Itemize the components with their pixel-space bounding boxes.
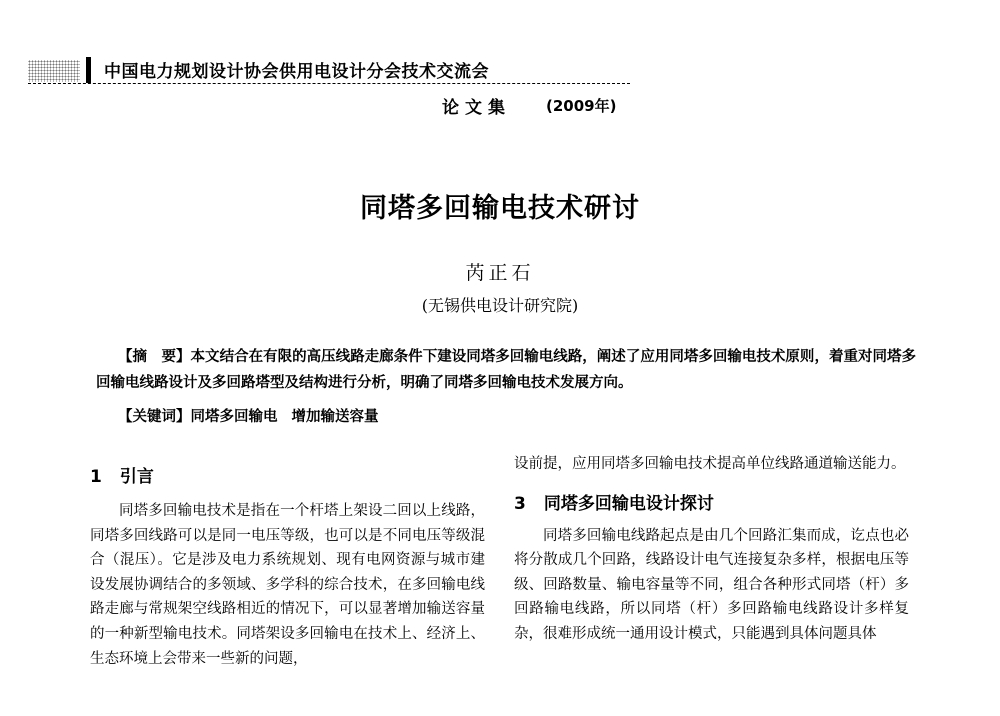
keyword-item: 增加输送容量: [291, 408, 379, 425]
paper-author: 芮正石: [465, 262, 535, 284]
section-number: 1: [90, 467, 102, 487]
header-dot-pattern: [28, 60, 80, 82]
keyword-item: 同塔多回输电: [190, 408, 278, 425]
section-title: 引言: [119, 467, 154, 487]
header-bar: [86, 57, 91, 83]
abstract: [96, 344, 916, 395]
section-number: 3: [514, 493, 526, 514]
paper-affiliation: (无锡供电设计研究院): [421, 296, 579, 315]
header-organization: 中国电力规划设计协会供用电设计分会技术交流会: [104, 62, 489, 82]
section-heading: [90, 462, 485, 487]
section-title: 同塔多回输电设计探讨: [543, 493, 714, 514]
keywords: [118, 404, 379, 430]
paper-title: 同塔多回输电技术研讨: [360, 193, 640, 224]
section-heading: [514, 489, 909, 514]
abstract-text: 本文结合在有限的高压线路走廊条件下建设同塔多回输电线路，阐述了应用同塔多回输电技术原则，着重对同塔多回输电线路设计及多回路塔型及结构进行分析，明确了同塔多回输电技术发展方向。: [96, 348, 916, 391]
header-collection: 论文集: [442, 98, 511, 118]
header-year: (2009年): [546, 97, 617, 115]
continued-paragraph: 设前提，应用同塔多回输电技术提高单位线路通道输送能力。: [514, 456, 906, 472]
abstract-label: 【摘 要】: [118, 349, 191, 365]
body-paragraph: 同塔多回输电技术是指在一个杆塔上架设二回以上线路，同塔多回线路可以是同一电压等级，也可以是不同电压等级混合（混压）。它是涉及电力系统规划、现有电网资源与城市建设发展协调结合的多领域、多学科的综合技术，在多回输电线路走廊与常规架空线路相近的情况下，可以显著增加输送容量的一种新型输电技术。同塔架设多回输电在技术上、经济上、生态环境上会带来一些新的问题，: [90, 503, 485, 667]
header-rule: [28, 83, 630, 84]
right-column: [514, 452, 909, 647]
left-column: [90, 452, 485, 671]
body-paragraph: 同塔多回输电线路起点是由几个回路汇集而成，讫点也必将分散成几个回路，线路设计电气连接复杂多样，根据电压等级、回路数量、输电容量等不同，组合各种形式同塔（杆）多回路输电线路，所以同塔（杆）多回路输电线路设计多样复杂，很难形成统一通用设计模式，只能遇到具体问题具体: [514, 527, 909, 642]
keywords-label: 【关键词】: [118, 409, 191, 425]
